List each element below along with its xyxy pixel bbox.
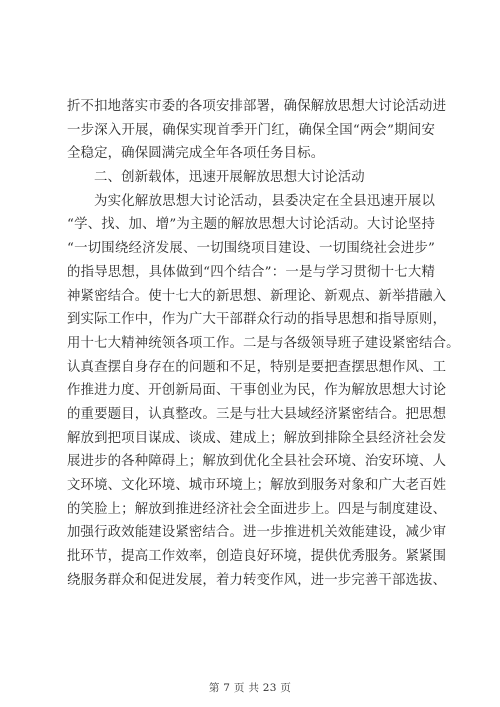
text-line: 用十七大精神统领各项工作。二是与各级领导班子建设紧密结合。 — [67, 335, 460, 351]
text-line: 的指导思想，具体做到“四个结合”：一是与学习贯彻十七大精 — [67, 264, 435, 280]
text-line: 全稳定，确保圆满完成全年各项任务目标。 — [67, 146, 325, 162]
text-line: “一切围绕经济发展、一切围绕项目建设、一切围绕社会进步” — [67, 241, 435, 257]
text-line: 到实际工作中，作为广大干部群众行动的指导思想和指导原则， — [67, 312, 447, 328]
text-line: 展进步的各种障碍上；解放到优化全县社会环境、治安环境、人 — [67, 454, 447, 470]
text-line: 批环节，提高工作效率，创造良好环境，提供优秀服务。紧紧围 — [67, 549, 447, 565]
text-line: 文环境、文化环境、城市环境上；解放到服务对象和广大老百姓 — [67, 478, 447, 493]
page-number: 第 7 页 共 23 页 — [208, 682, 292, 694]
text-line: 一步深入开展，确保实现首季开门红，确保全国“两会”期间安 — [67, 122, 435, 138]
text-line: 作推进力度、开创新局面、干事创业为民，作为解放思想大讨论 — [67, 383, 447, 399]
text-line: 神紧密结合。使十七大的新思想、新理论、新观点、新举措融入 — [67, 288, 447, 304]
text-line: 折不扣地落实市委的各项安排部署，确保解放思想大讨论活动进 — [67, 99, 447, 114]
text-line: 的重要题目，认真整改。三是与壮大县域经济紧密结合。把思想 — [67, 406, 447, 422]
text-line: 绕服务群众和促进发展，着力转变作风，进一步完善干部选拔、 — [67, 572, 447, 588]
text-line: “学、找、加、增”为主题的解放思想大讨论活动。大讨论坚持 — [67, 217, 435, 233]
text-line: 解放到把项目谋成、谈成、建成上；解放到排除全县经济社会发 — [67, 430, 447, 446]
text-line: 认真查摆自身存在的问题和不足，特别是要把查摆思想作风、工 — [67, 359, 447, 375]
text-line: 的笑脸上；解放到推进经济社会全面进步上。四是与制度建设、 — [67, 501, 447, 517]
text-line: 为实化解放思想大讨论活动，县委决定在全县迅速开展以 — [94, 193, 435, 209]
text-line: 加强行政效能建设紧密结合。进一步推进机关效能建设，减少审 — [67, 525, 447, 541]
section-heading: 二、创新载体，迅速开展解放思想大讨论活动 — [94, 170, 365, 186]
body-text — [67, 95, 460, 592]
